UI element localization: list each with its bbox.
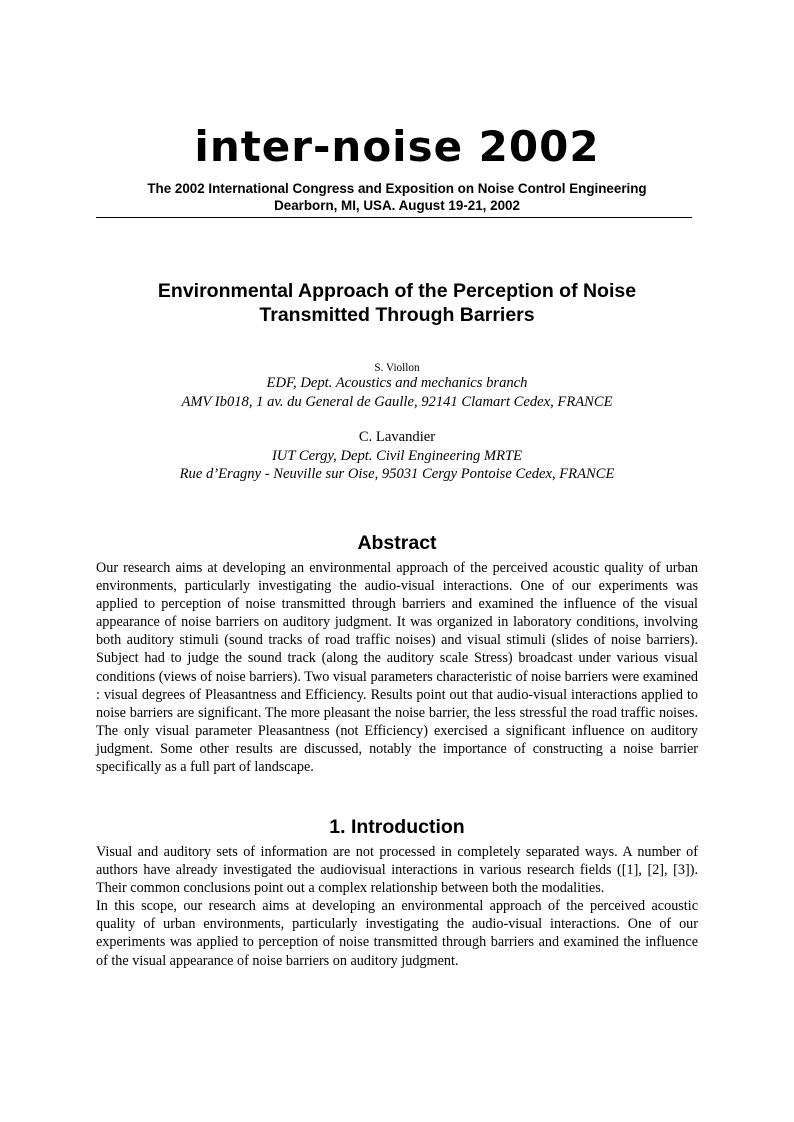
author-address: AMV Ib018, 1 av. du General de Gaulle, 92141 Clamart Cedex, FRANCE [181, 394, 613, 410]
author-affiliation: IUT Cergy, Dept. Civil Engineering MRTE [271, 448, 523, 464]
conference-location-date: Dearborn, MI, USA. August 19-21, 2002 [274, 198, 520, 213]
author-affiliation: EDF, Dept. Acoustics and mechanics branch [266, 375, 528, 391]
conference-logo: inter-noise 2002 [194, 122, 600, 171]
abstract-body [96, 559, 698, 776]
introduction-heading: 1. Introduction [329, 816, 465, 838]
author-name: S. Viollon [374, 362, 420, 374]
header-divider [96, 217, 692, 218]
paper-title-line1: Environmental Approach of the Perception of Noise [157, 280, 637, 302]
author-name: C. Lavandier [358, 429, 436, 445]
paper-title-line2: Transmitted Through Barriers [259, 304, 535, 326]
introduction-paragraph: In this scope, our research aims at developing an environmental approach of the perceived acoustic quality of urban environments, particularly investigating the audio-visual interactions. One of our experiments was applied to perception of noise transmitted through barriers and examined the influence of the visual appearance of noise barriers on auditory judgment. [96, 898, 698, 969]
introduction-body [96, 843, 698, 970]
conference-name: The 2002 International Congress and Exposition on Noise Control Engineering [147, 181, 647, 196]
author-address: Rue d’Eragny - Neuville sur Oise, 95031 Cergy Pontoise Cedex, FRANCE [179, 466, 615, 482]
introduction-paragraph: Visual and auditory sets of information are not processed in completely separated ways. A number of authors have already investigated the audiovisual interactions in various research fields ([1], [2], [3]). Their common conclusions point out a complex relationship between both the modalities. [96, 844, 698, 897]
abstract-heading: Abstract [357, 532, 437, 554]
abstract-paragraph: Our research aims at developing an environmental approach of the perceived acoustic quality of urban environments, particularly investigating the audio-visual interactions. One of our experiments was applied to perception of noise transmitted through barriers and examined the influence of the visual appearance of noise barriers on auditory judgment. It was organized in laboratory conditions, involving both auditory stimuli (sound tracks of road traffic noises) and visual stimuli (slides of noise barriers). Subject had to judge the sound track (along the auditory scale Stress) broadcast under various visual conditions (views of noise barriers). Two visual parameters characteristic of noise barriers were examined : visual degrees of Pleasantness and Efficiency. Results point out that audio-visual interactions applied to noise barriers are significant. The more pleasant the noise barrier, the less stressful the road traffic noises. The only visual parameter Pleasantness (not Efficiency) exercised a significant influence on auditory judgment. Some other results are discussed, notably the importance of constructing a noise barrier specifically as a full part of landscape. [96, 560, 698, 776]
